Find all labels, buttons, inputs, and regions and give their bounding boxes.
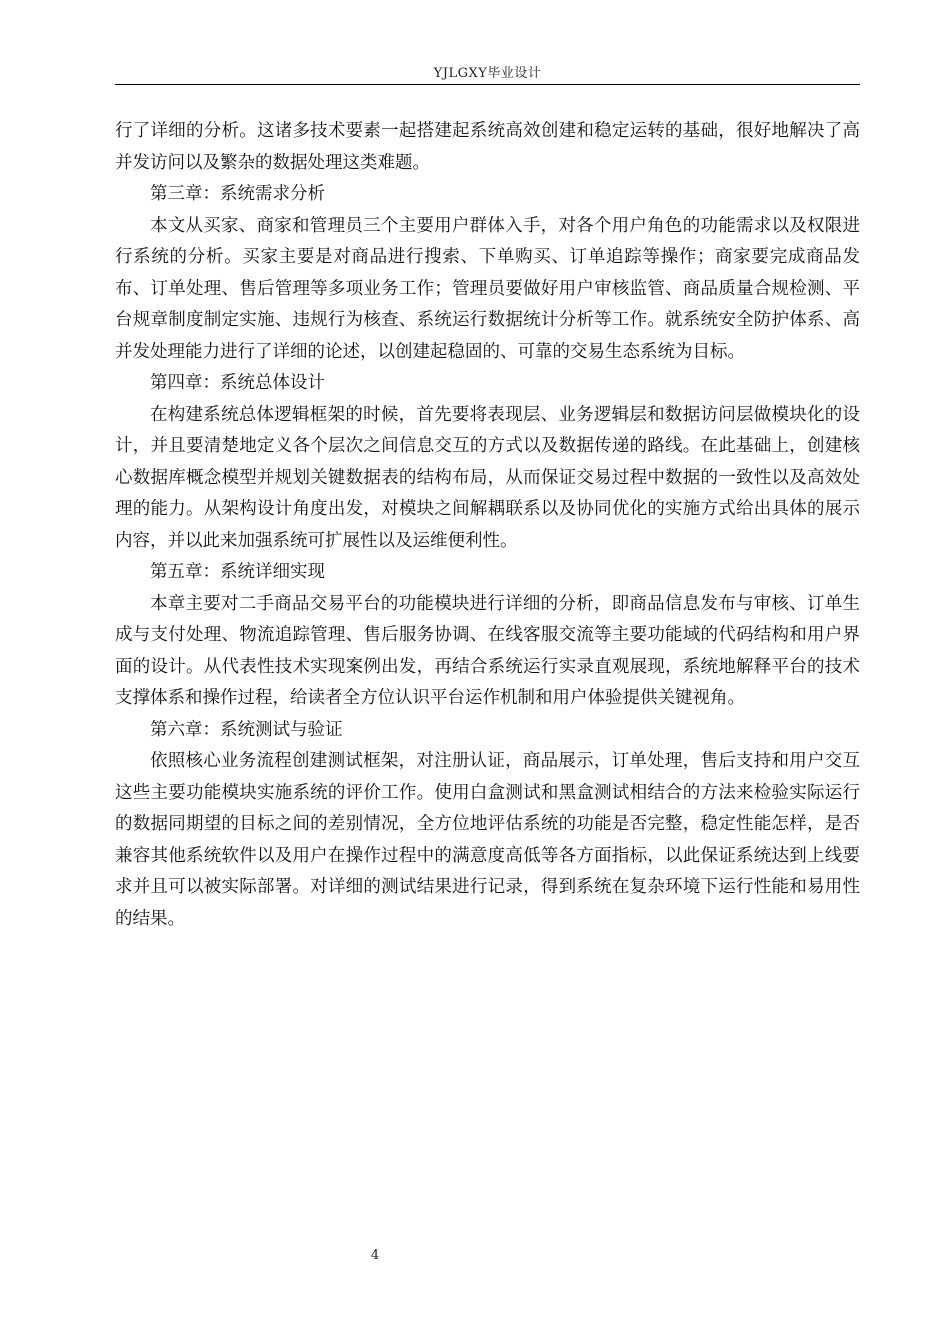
page-number: 4 [370, 1248, 380, 1263]
header-divider [115, 84, 860, 85]
chapter-3-summary: 本文从买家、商家和管理员三个主要用户群体入手，对各个用户角色的功能需求以及权限进行系统的分析。买家主要是对商品进行搜索、下单购买、订单追踪等操作；商家要完成商品发布、订单处理、售后管理等多项业务工作；管理员要做好用户审核监管、商品质量合规检测、平台规章制度制定实施、违规行为核查、系统运行数据统计分析等工作。就系统安全防护体系、高并发处理能力进行了详细的论述，以创建起稳固的、可靠的交易生态系统为目标。 [115, 215, 860, 362]
page-header-title: YJLGXY毕业设计 [433, 66, 542, 81]
chapter-5-summary: 本章主要对二手商品交易平台的功能模块进行详细的分析，即商品信息发布与审核、订单生成与支付处理、物流追踪管理、售后服务协调、在线客服交流等主要功能域的代码结构和用户界面的设计。从代表性技术实现案例出发，再结合系统运行实录直观展现，系统地解释平台的技术支撑体系和操作过程，给读者全方位认识平台运作机制和用户体验提供关键视角。 [115, 593, 860, 708]
chapter-3-heading: 第三章：系统需求分析 [150, 184, 325, 204]
chapter-6-heading: 第六章：系统测试与验证 [150, 719, 343, 740]
chapter-4-heading: 第四章：系统总体设计 [150, 373, 325, 393]
chapter-5-heading: 第五章：系统详细实现 [150, 562, 325, 582]
paragraph-continuation: 行了详细的分析。这诸多技术要素一起搭建起系统高效创建和稳定运转的基础，很好地解决了高并发访问以及繁杂的数据处理这类难题。 [115, 121, 860, 173]
document-body [115, 116, 860, 935]
chapter-6-summary: 依照核心业务流程创建测试框架，对注册认证，商品展示，订单处理，售后支持和用户交互这些主要功能模块实施系统的评价工作。使用白盒测试和黑盒测试相结合的方法来检验实际运行的数据同期望的目标之间的差别情况，全方位地评估系统的功能是否完整，稳定性能怎样，是否兼容其他系统软件以及用户在操作过程中的满意度高低等各方面指标，以此保证系统达到上线要求并且可以被实际部署。对详细的测试结果进行记录，得到系统在复杂环境下运行性能和易用性的结果。 [115, 751, 860, 929]
chapter-4-summary: 在构建系统总体逻辑框架的时候，首先要将表现层、业务逻辑层和数据访问层做模块化的设计，并且要清楚地定义各个层次之间信息交互的方式以及数据传递的路线。在此基础上，创建核心数据库概念模型并规划关键数据表的结构布局，从而保证交易过程中数据的一致性以及高效处理的能力。从架构设计角度出发，对模块之间解耦联系以及协同优化的实施方式给出具体的展示内容，并以此来加强系统可扩展性以及运维便利性。 [115, 404, 860, 551]
